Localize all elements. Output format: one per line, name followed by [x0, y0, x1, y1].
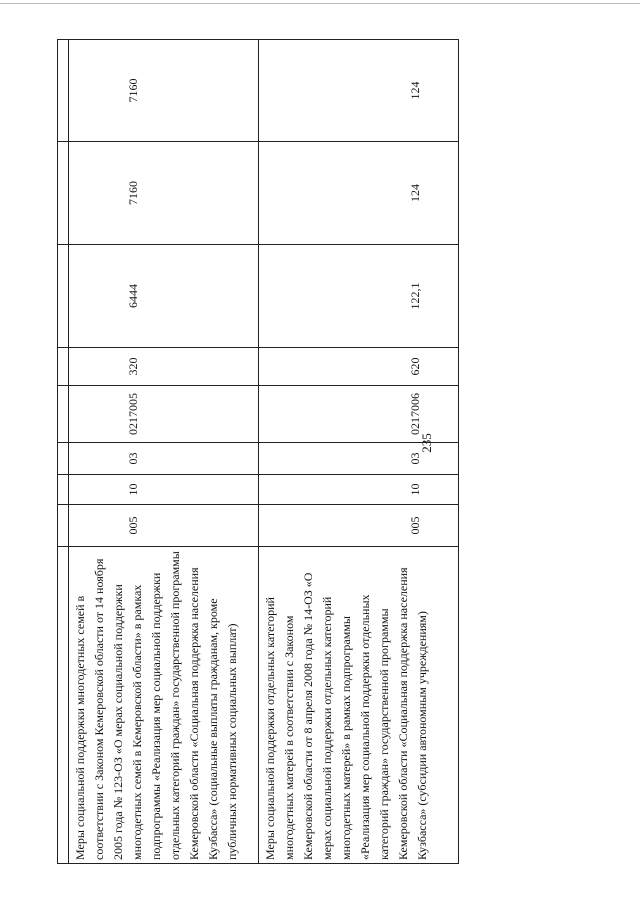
subsection-code: 03 — [259, 443, 459, 475]
page-number: 235 — [419, 433, 434, 453]
empty-cell — [58, 443, 69, 475]
amount-year-2: 7160 — [69, 142, 259, 245]
row-description: Меры социальной поддержки многодетных семей в соответствии с Законом Кемеровской области от 14 ноября 2005 года № 123-ОЗ «О мерах социальной поддержки многодетных семей в Кемеровской области» в рамках подпрограммы «Реализация мер социальной поддержки отдельных категорий граждан» государственной программы Кемеровской области «Социальная поддержка населения Кузбасса» (социальные выплаты гражданам, кроме публичных нормативных социальных выплат) — [69, 547, 259, 864]
subsection-code: 03 — [69, 443, 259, 475]
empty-cell — [58, 348, 69, 386]
table-row — [259, 40, 459, 864]
table-top-row — [58, 40, 69, 864]
empty-cell — [58, 142, 69, 245]
section-code: 10 — [69, 475, 259, 505]
rotated-table-area — [57, 40, 459, 864]
empty-cell — [58, 475, 69, 505]
expense-type-code: 620 — [259, 348, 459, 386]
section-code: 10 — [259, 475, 459, 505]
ministry-code: 005 — [69, 505, 259, 547]
amount-year-1: 6444 — [69, 245, 259, 348]
amount-year-3: 124 — [259, 40, 459, 142]
empty-cell — [58, 386, 69, 443]
amount-year-1: 122,1 — [259, 245, 459, 348]
row-description: Меры социальной поддержки отдельных категорий многодетных матерей в соответствии с Законом Кемеровской области от 8 апреля 2008 года № 14-ОЗ «О мерах социальной поддержки отдельных категорий многодетных матерей» в рамках подпрограммы «Реализация мер социальной поддержки отдельных категорий граждан» государственной программы Кемеровской области «Социальная поддержка населения Кузбасса» (субсидии автономным учреждениям) — [259, 547, 459, 864]
table-row — [69, 40, 259, 864]
expense-type-code: 320 — [69, 348, 259, 386]
empty-cell — [58, 245, 69, 348]
budget-table-container — [57, 40, 459, 864]
empty-cell — [58, 40, 69, 142]
empty-cell — [58, 505, 69, 547]
scan-top-edge — [0, 3, 640, 4]
target-article-code: 0217005 — [69, 386, 259, 443]
target-article-code: 0217006 — [259, 386, 459, 443]
amount-year-3: 7160 — [69, 40, 259, 142]
amount-year-2: 124 — [259, 142, 459, 245]
empty-cell — [58, 547, 69, 864]
ministry-code: 005 — [259, 505, 459, 547]
budget-table — [57, 39, 459, 864]
